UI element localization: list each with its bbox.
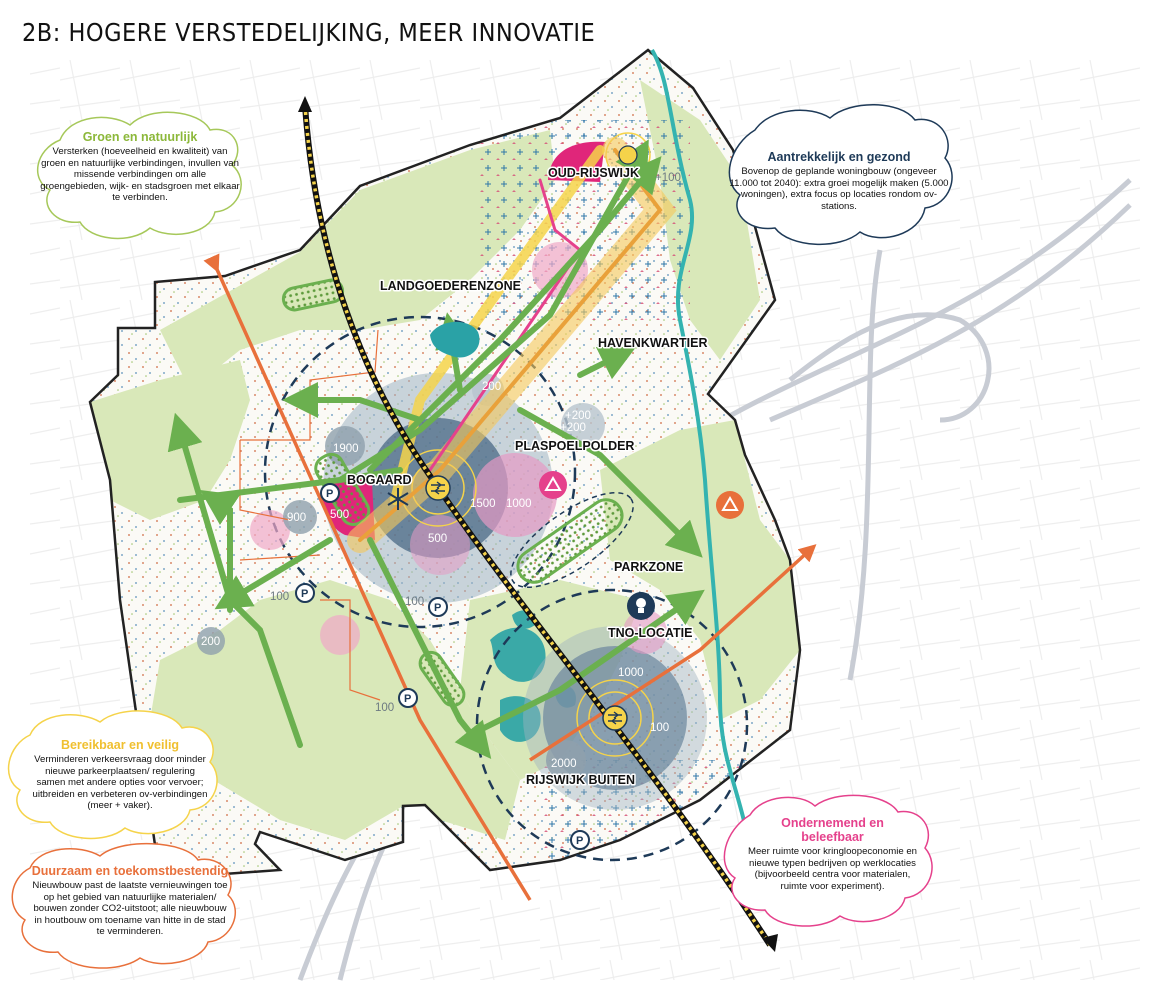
cloud-duurzaam (30, 864, 230, 938)
label-plaspoelpolder: PLASPOELPOLDER (515, 439, 635, 453)
number-label: +200 (560, 422, 586, 434)
svg-text:P: P (404, 693, 412, 705)
map-title: 2B: HOGERE VERSTEDELIJKING, MEER INNOVATIE (22, 18, 596, 47)
label-rijswijk-buiten: RIJSWIJK BUITEN (526, 773, 636, 787)
number-label: 1500 (470, 498, 496, 510)
number-label: 1900 (333, 443, 359, 455)
cloud-bereikbaar-title: Bereikbaar en veilig (60, 738, 180, 752)
number-label: 900 (287, 512, 307, 524)
number-label: 2000 (551, 758, 577, 770)
cloud-groen-text: Versterken (hoeveelheid en kwaliteit) van groen en natuurlijke verbindingen, invullen van missende verbindingen om alle groengebieden, wijk- en stadsgroen met elkaar te verbinden. (40, 146, 240, 204)
number-label: 500 (330, 509, 350, 521)
parking-marker (571, 831, 589, 849)
number-label: +100 (655, 172, 681, 184)
number-label: 500 (428, 533, 448, 545)
train-station-icon (619, 146, 637, 164)
cloud-aantrekkelijk-title: Aantrekkelijk en gezond (767, 150, 911, 164)
number-label: +200 (565, 410, 591, 422)
cloud-bereikbaar-text: Verminderen verkeersvraag door minder nieuwe parkeerplaatsen/ regulering samen met andere opties voor vervoer; uitbreiden en verbeteren ov-verbindingen (meer + vaker). (32, 754, 208, 812)
svg-text:P: P (326, 488, 334, 500)
number-label: 100 (405, 596, 425, 608)
cloud-duurzaam-text: Nieuwbouw past de laatste vernieuwingen toe op het gebied van natuurlijke materialen/ bouwen zonder CO2-uitstoot; alle nieuwbouw in houtbouw om toename van hitte in de stad te verminderen. (32, 880, 228, 938)
svg-text:P: P (301, 588, 309, 600)
number-label: 200 (482, 381, 502, 393)
label-parkzone: PARKZONE (614, 560, 684, 574)
label-tno-locatie: TNO-LOCATIE (608, 626, 693, 640)
number-label: 100 (375, 702, 395, 714)
number-label: 1000 (618, 667, 644, 679)
parking-marker (399, 689, 417, 707)
number-label: 100 (650, 722, 670, 734)
train-station-icon (426, 476, 450, 500)
label-havenkwartier: HAVENKWARTIER (598, 336, 708, 350)
cloud-ondernemend-text: Meer ruimte voor kringloopeconomie en nieuwe typen bedrijven op werklocaties (bijvoorbeeld centra voor materialen, ruimte voor experiment). (747, 846, 918, 892)
label-landgoederenzone: LANDGOEDERENZONE (380, 279, 521, 293)
svg-text:P: P (576, 835, 584, 847)
cloud-bereikbaar (30, 738, 210, 812)
label-bogaard: BOGAARD (347, 473, 412, 487)
cloud-ondernemend-title: Ondernemend en beleefbaar (781, 816, 884, 844)
parking-marker (321, 484, 339, 502)
number-label: 200 (201, 636, 221, 648)
cloud-aantrekkelijk-text: Bovenop de geplande woningbouw (ongeveer 11.000 tot 2040): extra groei mogelijk maken (5.000 woningen), extra focus op locaties rondom ov-stations. (729, 166, 949, 212)
train-station-icon (603, 706, 627, 730)
cloud-groen (40, 130, 240, 204)
number-label: 100 (270, 591, 290, 603)
parking-marker (429, 598, 447, 616)
cloud-ondernemend (745, 816, 920, 892)
label-oud-rijswijk: OUD-RIJSWIJK (548, 166, 639, 180)
number-label: 1000 (506, 498, 532, 510)
cloud-groen-title: Groen en natuurlijk (82, 130, 198, 144)
lightbulb-icon (627, 592, 655, 620)
parking-marker (296, 584, 314, 602)
recycle-icon (716, 491, 744, 519)
cloud-duurzaam-title: Duurzaam en toekomstbestendig (31, 864, 229, 878)
recycle-icon (539, 471, 567, 499)
cloud-aantrekkelijk (728, 150, 950, 212)
svg-text:P: P (434, 602, 442, 614)
